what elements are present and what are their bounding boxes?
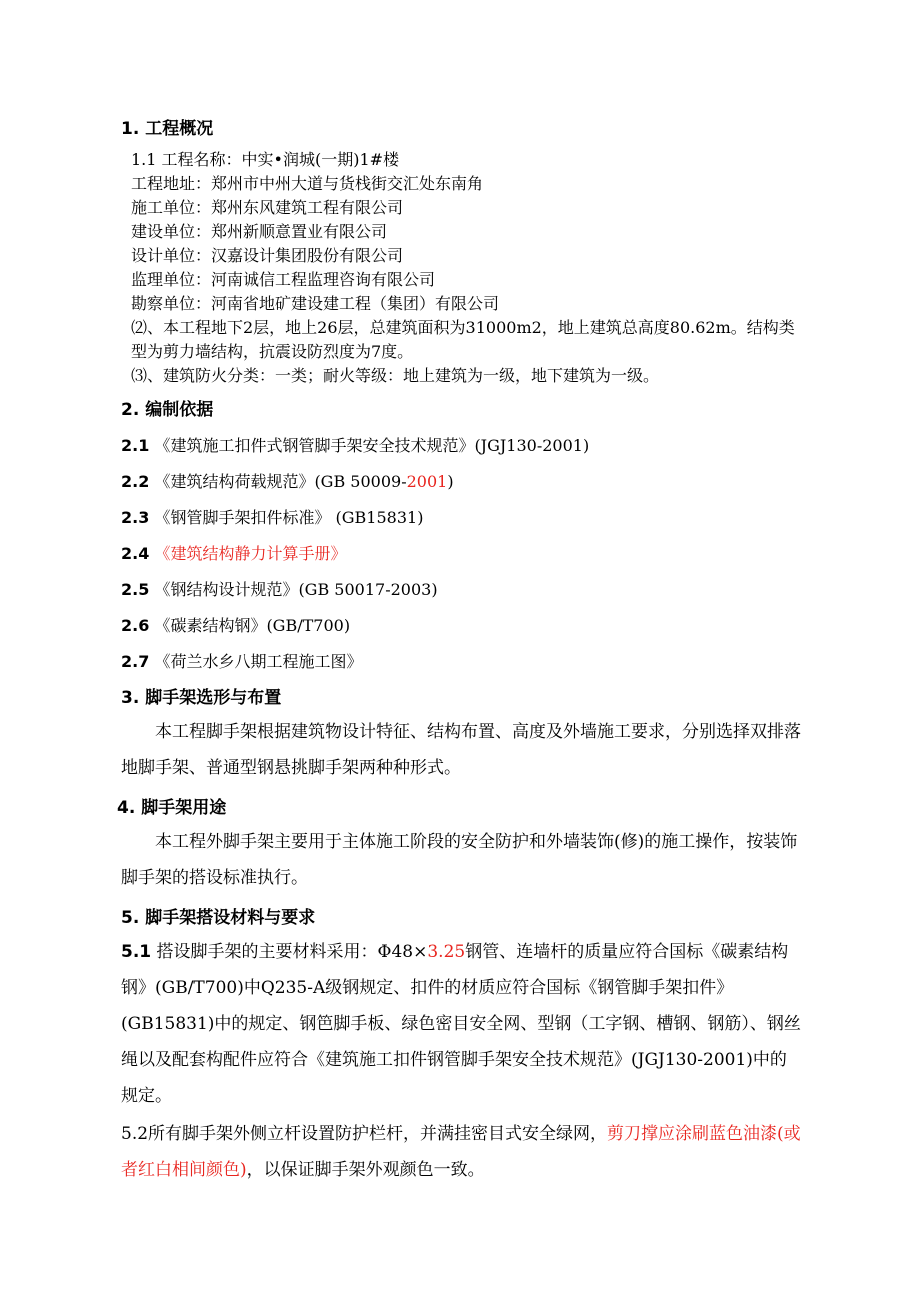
fire-class-paragraph: ⑶、建筑防火分类：一类；耐火等级：地上建筑为一级，地下建筑为一级。: [131, 366, 660, 385]
design-unit: 设计单位：汉嘉设计集团股份有限公司: [131, 246, 404, 265]
section-4-heading: 4. 脚手架用途: [117, 798, 227, 818]
reference-item: 2.7 《荷兰水乡八期工程施工图》: [121, 652, 363, 671]
section-5-heading: 5. 脚手架搭设材料与要求: [121, 908, 316, 928]
highlight-text: 3.25: [427, 942, 466, 962]
highlight-text: 《建筑结构静力计算手册》: [154, 544, 347, 563]
developer-unit: 建设单位：郑州新顺意置业有限公司: [131, 222, 388, 241]
section-4-body: 本工程外脚手架主要用于主体施工阶段的安全防护和外墙装饰(修)的施工操作，按装饰脚手架的搭设标准执行。: [121, 832, 798, 888]
section-3-body: 本工程脚手架根据建筑物设计特征、结构布置、高度及外墙施工要求，分别选择双排落地脚手架、普通型钢悬挑脚手架两种种形式。: [121, 722, 801, 778]
reference-item: 2.2 《建筑结构荷载规范》(GB 50009-2001): [121, 472, 454, 491]
reference-item: 2.3 《钢管脚手架扣件标准》 (GB15831): [121, 508, 424, 527]
section-5-1-paragraph: 5.1 搭设脚手架的主要材料采用：Φ48×3.25钢管、连墙杆的质量应符合国标《碳素结构钢》(GB/T700)中Q235-A级钢规定、扣件的材质应符合国标《钢管脚手架扣件》(GB15831)中的规定、钢笆脚手板、绿色密目安全网、型钢（工字钢、槽钢、钢筋）、钢丝绳以及配套构配件应符合《建筑施工扣件钢管脚手架安全技术规范》(JGJ130-2001)中的规定。: [121, 942, 801, 1106]
reference-item: 2.4 《建筑结构静力计算手册》: [121, 544, 347, 563]
section-2-heading: 2. 编制依据: [121, 400, 214, 420]
section-5-2-paragraph: 5.2所有脚手架外侧立杆设置防护栏杆，并满挂密目式安全绿网，剪刀撑应涂刷蓝色油漆(或者红白相间颜色)，以保证脚手架外观颜色一致。: [121, 1124, 801, 1180]
project-name: 1.1 工程名称：中实•润城(一期)1#楼: [131, 150, 400, 169]
building-scale-paragraph: ⑵、本工程地下2层，地上26层，总建筑面积为31000m2，地上建筑总高度80.62m。结构类型为剪力墙结构，抗震设防烈度为7度。: [131, 318, 795, 361]
highlight-text: 剪刀撑应涂刷蓝色油漆(或者红白相间颜色): [121, 1124, 801, 1180]
survey-unit: 勘察单位：河南省地矿建设建工程（集团）有限公司: [131, 294, 500, 313]
highlight-text: 2001: [406, 472, 448, 491]
reference-item: 2.5 《钢结构设计规范》(GB 50017-2003): [121, 580, 438, 599]
reference-item: 2.1 《建筑施工扣件式钢管脚手架安全技术规范》(JGJ130-2001): [121, 436, 590, 455]
reference-item: 2.6 《碳素结构钢》(GB/T700): [121, 616, 351, 635]
supervision-unit: 监理单位：河南诚信工程监理咨询有限公司: [131, 270, 436, 289]
section-1-heading: 1. 工程概况: [121, 119, 214, 139]
construction-unit: 施工单位：郑州东风建筑工程有限公司: [131, 198, 404, 217]
section-3-heading: 3. 脚手架选形与布置: [121, 688, 282, 708]
project-address: 工程地址：郑州市中州大道与货栈街交汇处东南角: [131, 174, 484, 193]
